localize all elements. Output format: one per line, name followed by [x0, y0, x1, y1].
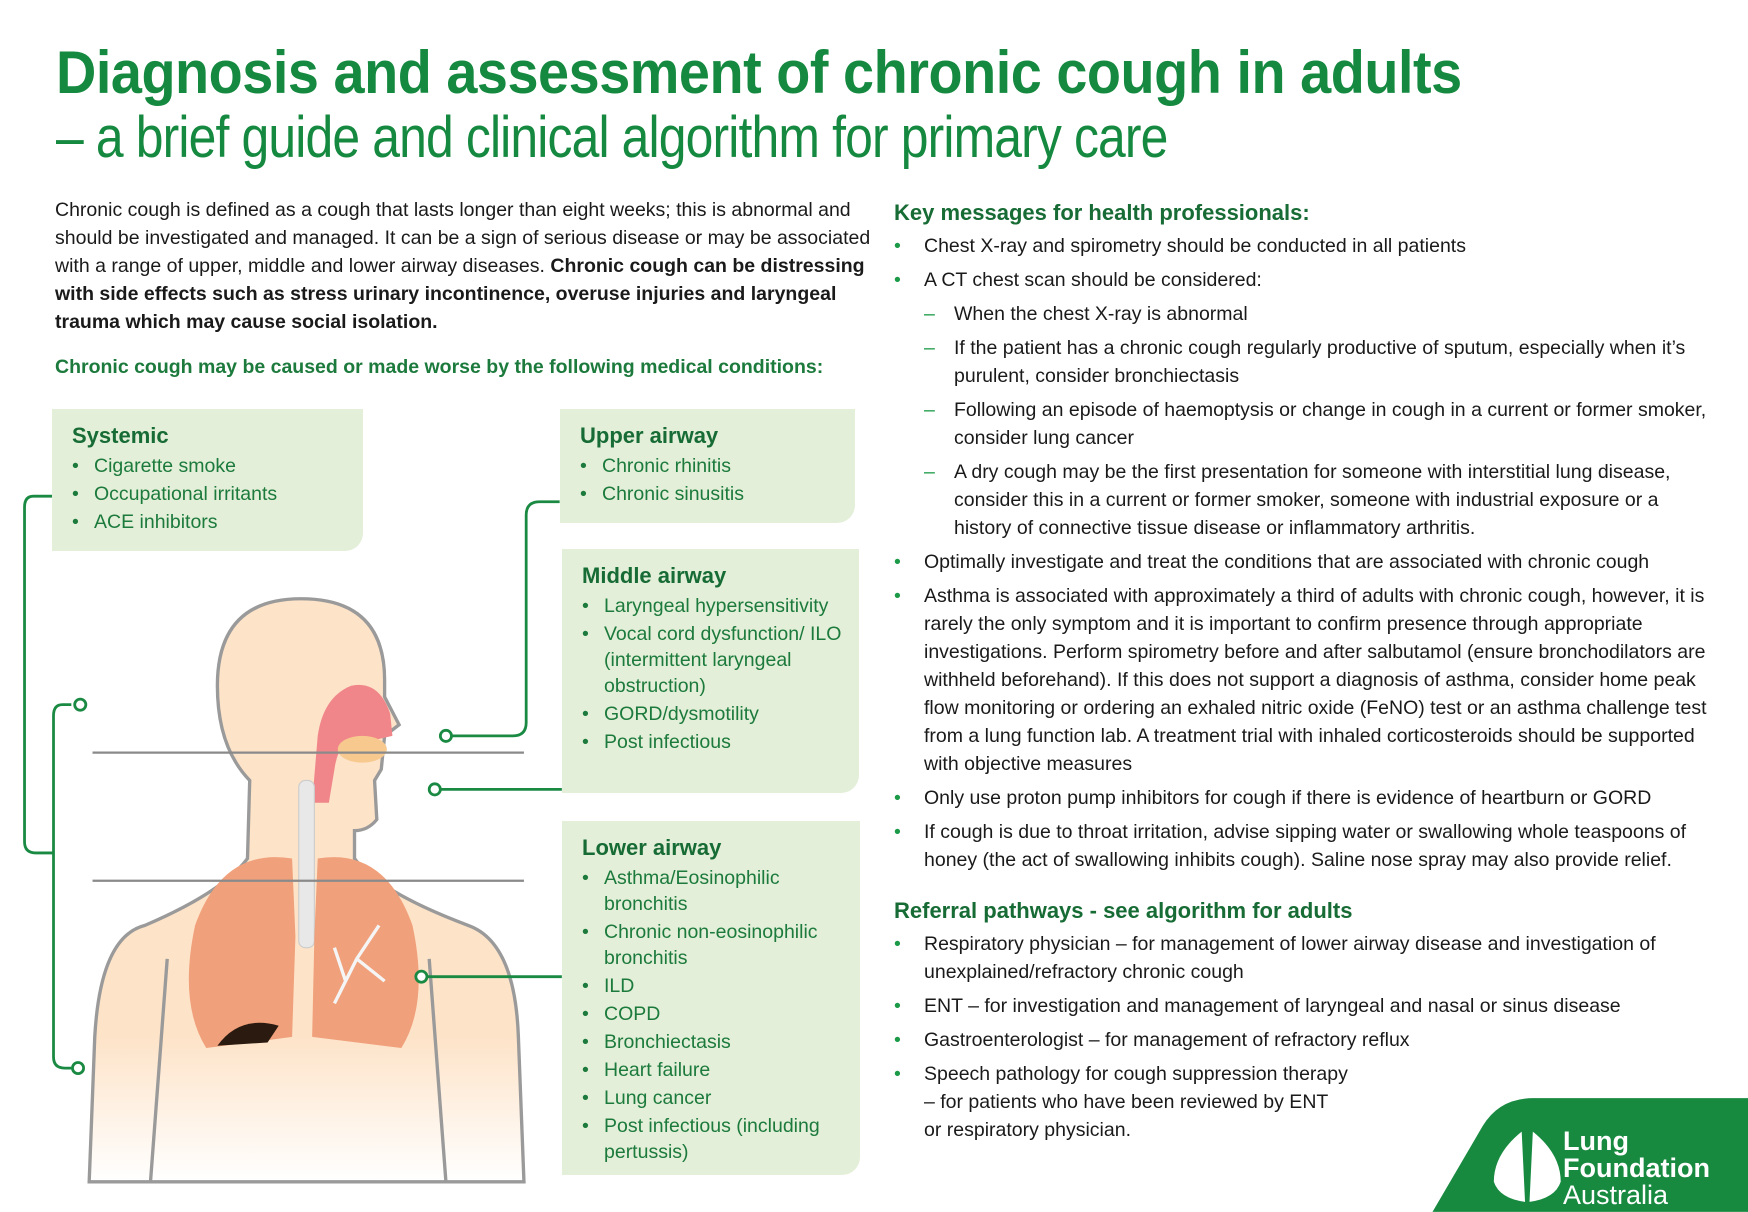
connector-node — [416, 971, 427, 982]
intro-bold-text: Chronic cough can be distressing with side effects such as stress urinary incontinence, overuse injuries and laryngeal trauma which may cause social isolation. — [55, 255, 865, 333]
list-item: • Chest X-ray and spirometry should be conducted in all patients — [894, 232, 1714, 260]
key-messages-section — [894, 198, 1714, 1144]
middle-airway-box — [562, 549, 859, 793]
list-item: • Post infectious (including pertussis) — [582, 1113, 844, 1165]
box-title: Upper airway — [580, 423, 719, 448]
list-item: • Respiratory physician – for management of lower airway disease and investigation of unexplained/refractory chronic cough — [894, 930, 1714, 986]
box-title: Middle airway — [582, 563, 727, 588]
list-item: • Asthma/Eosinophilic bronchitis — [582, 865, 844, 917]
list-item: • ACE inhibitors — [72, 509, 347, 535]
list-item: • Only use proton pump inhibitors for cough if there is evidence of heartburn or GORD — [894, 784, 1714, 812]
connector-node — [429, 784, 440, 795]
page-subtitle: – a brief guide and clinical algorithm for primary care — [56, 105, 1168, 170]
connector-node — [72, 1063, 83, 1074]
logo-line: Australia — [1563, 1180, 1669, 1210]
trachea — [299, 780, 315, 947]
page-title: Diagnosis and assessment of chronic cough in adults — [56, 39, 1462, 106]
lower-airway-box — [562, 821, 860, 1175]
systemic-box — [52, 409, 363, 551]
list-item: • ENT – for investigation and management of laryngeal and nasal or sinus disease — [894, 992, 1714, 1020]
list-item: • Occupational irritants — [72, 481, 347, 507]
sub-list-item: – Following an episode of haemoptysis or change in cough in a current or former smoker, consider lung cancer — [894, 396, 1714, 452]
list-item: • GORD/dysmotility — [582, 701, 843, 727]
left-lung — [189, 857, 296, 1048]
connector-node — [75, 699, 86, 710]
box-title: Systemic — [72, 423, 169, 448]
upper-connector — [451, 502, 559, 736]
logo-line: Lung — [1563, 1126, 1629, 1156]
list-item: • Gastroenterologist – for management of refractory reflux — [894, 1026, 1714, 1054]
lung-foundation-logo — [1563, 1128, 1710, 1209]
list-item: • Asthma is associated with approximately a third of adults with chronic cough, however, it is rarely the only symptom and it is important to confirm presence through appropriate investigations. Perform spirometry before and after salbutamol (ensure bronchodilators are withheld beforehand). If this does not support a diagnosis of asthma, consider home peak flow monitoring or ordering an exhaled nitric oxide (FeNO) test or an asthma challenge test from a lung function lab. A treatment trial with inhaled corticosteroids should be supported with objective measures — [894, 582, 1714, 778]
sub-list-item: – A dry cough may be the first presentation for someone with interstitial lung disease, consider this in a current or former smoker, someone with industrial exposure or a history of connective tissue disease or inflammatory arthritis. — [894, 458, 1714, 542]
causes-heading: Chronic cough may be caused or made worse by the following medical conditions: — [55, 356, 824, 378]
list-item: • A CT chest scan should be considered: — [894, 266, 1714, 294]
list-item: • Chronic non-eosinophilic bronchitis — [582, 919, 844, 971]
systemic-bracket — [54, 705, 72, 1068]
list-item: • ILD — [582, 973, 844, 999]
referral-line: – for patients who have been reviewed by ENT — [924, 1091, 1329, 1113]
list-item: • Bronchiectasis — [582, 1029, 844, 1055]
logo-line: Foundation — [1563, 1153, 1710, 1183]
list-item: • Chronic sinusitis — [580, 481, 839, 507]
list-item: • Optimally investigate and treat the conditions that are associated with chronic cough — [894, 548, 1714, 576]
systemic-connector — [25, 496, 54, 853]
list-item: • Post infectious — [582, 729, 843, 755]
list-item: • Vocal cord dysfunction/ ILO (intermittent laryngeal obstruction) — [582, 621, 843, 699]
list-item: • Cigarette smoke — [72, 453, 347, 479]
list-item: • Chronic rhinitis — [580, 453, 839, 479]
list-item: • Laryngeal hypersensitivity — [582, 593, 843, 619]
key-messages-heading: Key messages for health professionals: — [894, 200, 1310, 225]
referral-line: Speech pathology for cough suppression therapy — [924, 1063, 1348, 1085]
sub-list-item: – If the patient has a chronic cough regularly productive of sputum, especially when it’s purulent, consider bronchiectasis — [894, 334, 1714, 390]
sub-list-item: – When the chest X-ray is abnormal — [894, 300, 1714, 328]
right-lung — [312, 857, 419, 1048]
list-item: • COPD — [582, 1001, 844, 1027]
referral-heading: Referral pathways - see algorithm for adults — [894, 898, 1353, 923]
upper-airway-box — [560, 409, 855, 523]
box-title: Lower airway — [582, 835, 722, 860]
list-item: • If cough is due to throat irritation, advise sipping water or swallowing whole teaspoons of honey (the act of swallowing inhibits cough). Saline nose spray may also provide relief. — [894, 818, 1714, 874]
list-item: • Lung cancer — [582, 1085, 844, 1111]
connector-node — [440, 730, 451, 741]
referral-line: or respiratory physician. — [924, 1119, 1131, 1141]
mouth — [338, 736, 387, 763]
intro-text: Chronic cough is defined as a cough that lasts longer than eight weeks; this is abnormal and should be investigated and managed. It can be a sign of serious disease or may be associated with a range of upper, middle and lower airway diseases. — [55, 199, 871, 277]
list-item: • Heart failure — [582, 1057, 844, 1083]
